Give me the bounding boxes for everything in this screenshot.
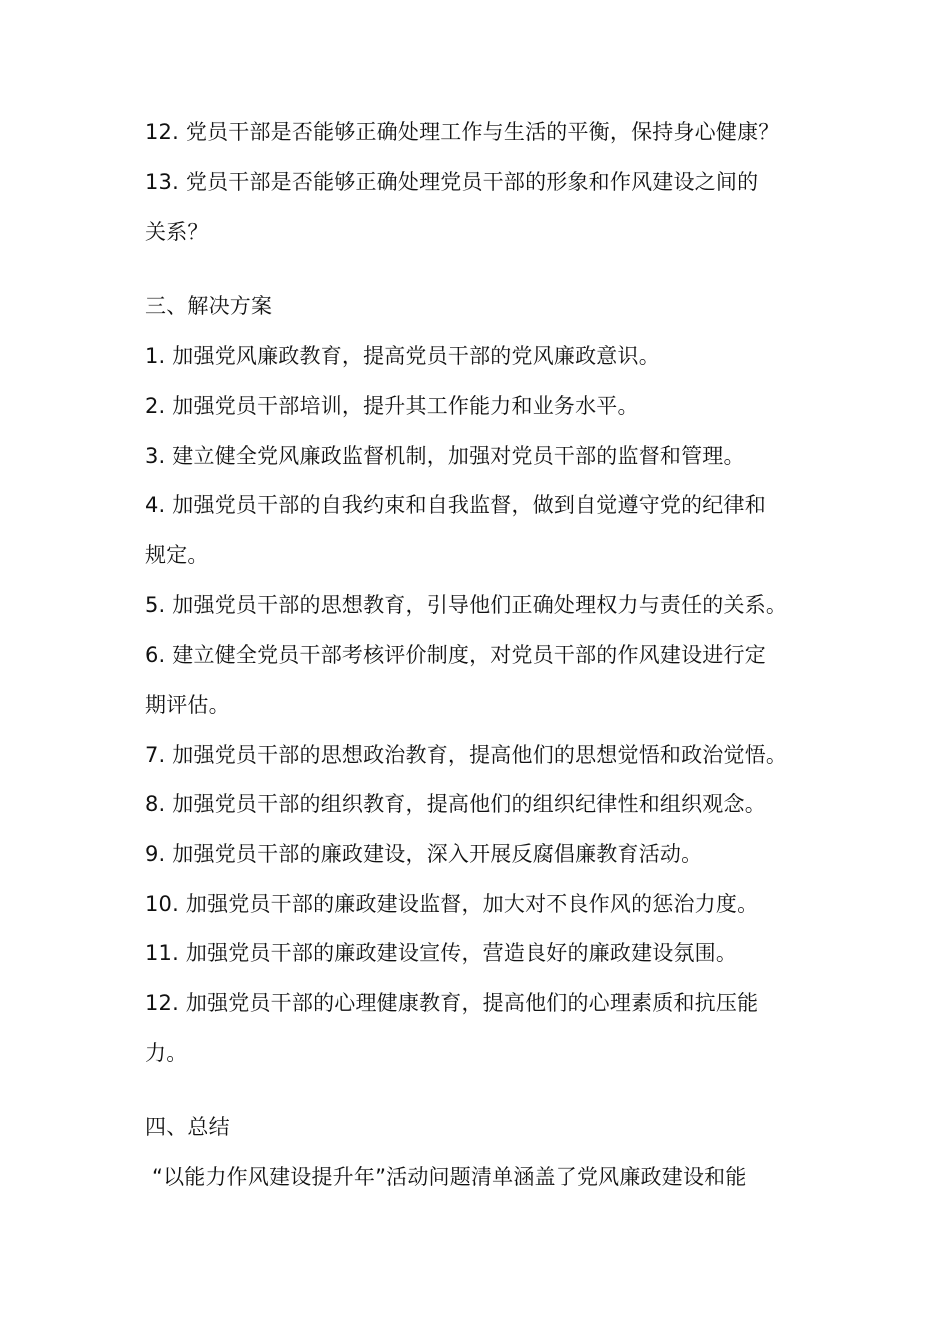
question-13-line-2: 关系？ — [145, 220, 209, 244]
solution-10: 10. 加强党员干部的廉政建设监督，加大对不良作风的惩治力度。 — [145, 892, 759, 916]
section-heading-summary: 四、总结 — [145, 1115, 230, 1139]
solution-3: 3. 建立健全党风廉政监督机制，加强对党员干部的监督和管理。 — [145, 444, 745, 468]
solution-9: 9. 加强党员干部的廉政建设，深入开展反腐倡廉教育活动。 — [145, 842, 703, 866]
solution-7: 7. 加强党员干部的思想政治教育，提高他们的思想觉悟和政治觉悟。 — [145, 743, 788, 767]
solution-6-line-1: 6. 建立健全党员干部考核评价制度，对党员干部的作风建设进行定 — [145, 643, 766, 667]
summary-paragraph-line-1: “以能力作风建设提升年”活动问题清单涵盖了党风廉政建设和能 — [152, 1165, 747, 1189]
solution-11: 11. 加强党员干部的廉政建设宣传，营造良好的廉政建设氛围。 — [145, 941, 738, 965]
question-12: 12. 党员干部是否能够正确处理工作与生活的平衡，保持身心健康？ — [145, 120, 780, 144]
solution-4-line-1: 4. 加强党员干部的自我约束和自我监督，做到自觉遵守党的纪律和 — [145, 493, 766, 517]
solution-1: 1. 加强党风廉政教育，提高党员干部的党风廉政意识。 — [145, 344, 660, 368]
solution-12-line-1: 12. 加强党员干部的心理健康教育，提高他们的心理素质和抗压能 — [145, 991, 759, 1015]
section-heading-solutions: 三、解决方案 — [145, 294, 273, 318]
solution-2: 2. 加强党员干部培训，提升其工作能力和业务水平。 — [145, 394, 639, 418]
question-13-line-1: 13. 党员干部是否能够正确处理党员干部的形象和作风建设之间的 — [145, 170, 759, 194]
solution-6-line-2: 期评估。 — [145, 693, 230, 717]
solution-5: 5. 加强党员干部的思想教育，引导他们正确处理权力与责任的关系。 — [145, 593, 788, 617]
solution-8: 8. 加强党员干部的组织教育，提高他们的组织纪律性和组织观念。 — [145, 792, 766, 816]
solution-12-line-2: 力。 — [145, 1041, 188, 1065]
solution-4-line-2: 规定。 — [145, 543, 209, 567]
